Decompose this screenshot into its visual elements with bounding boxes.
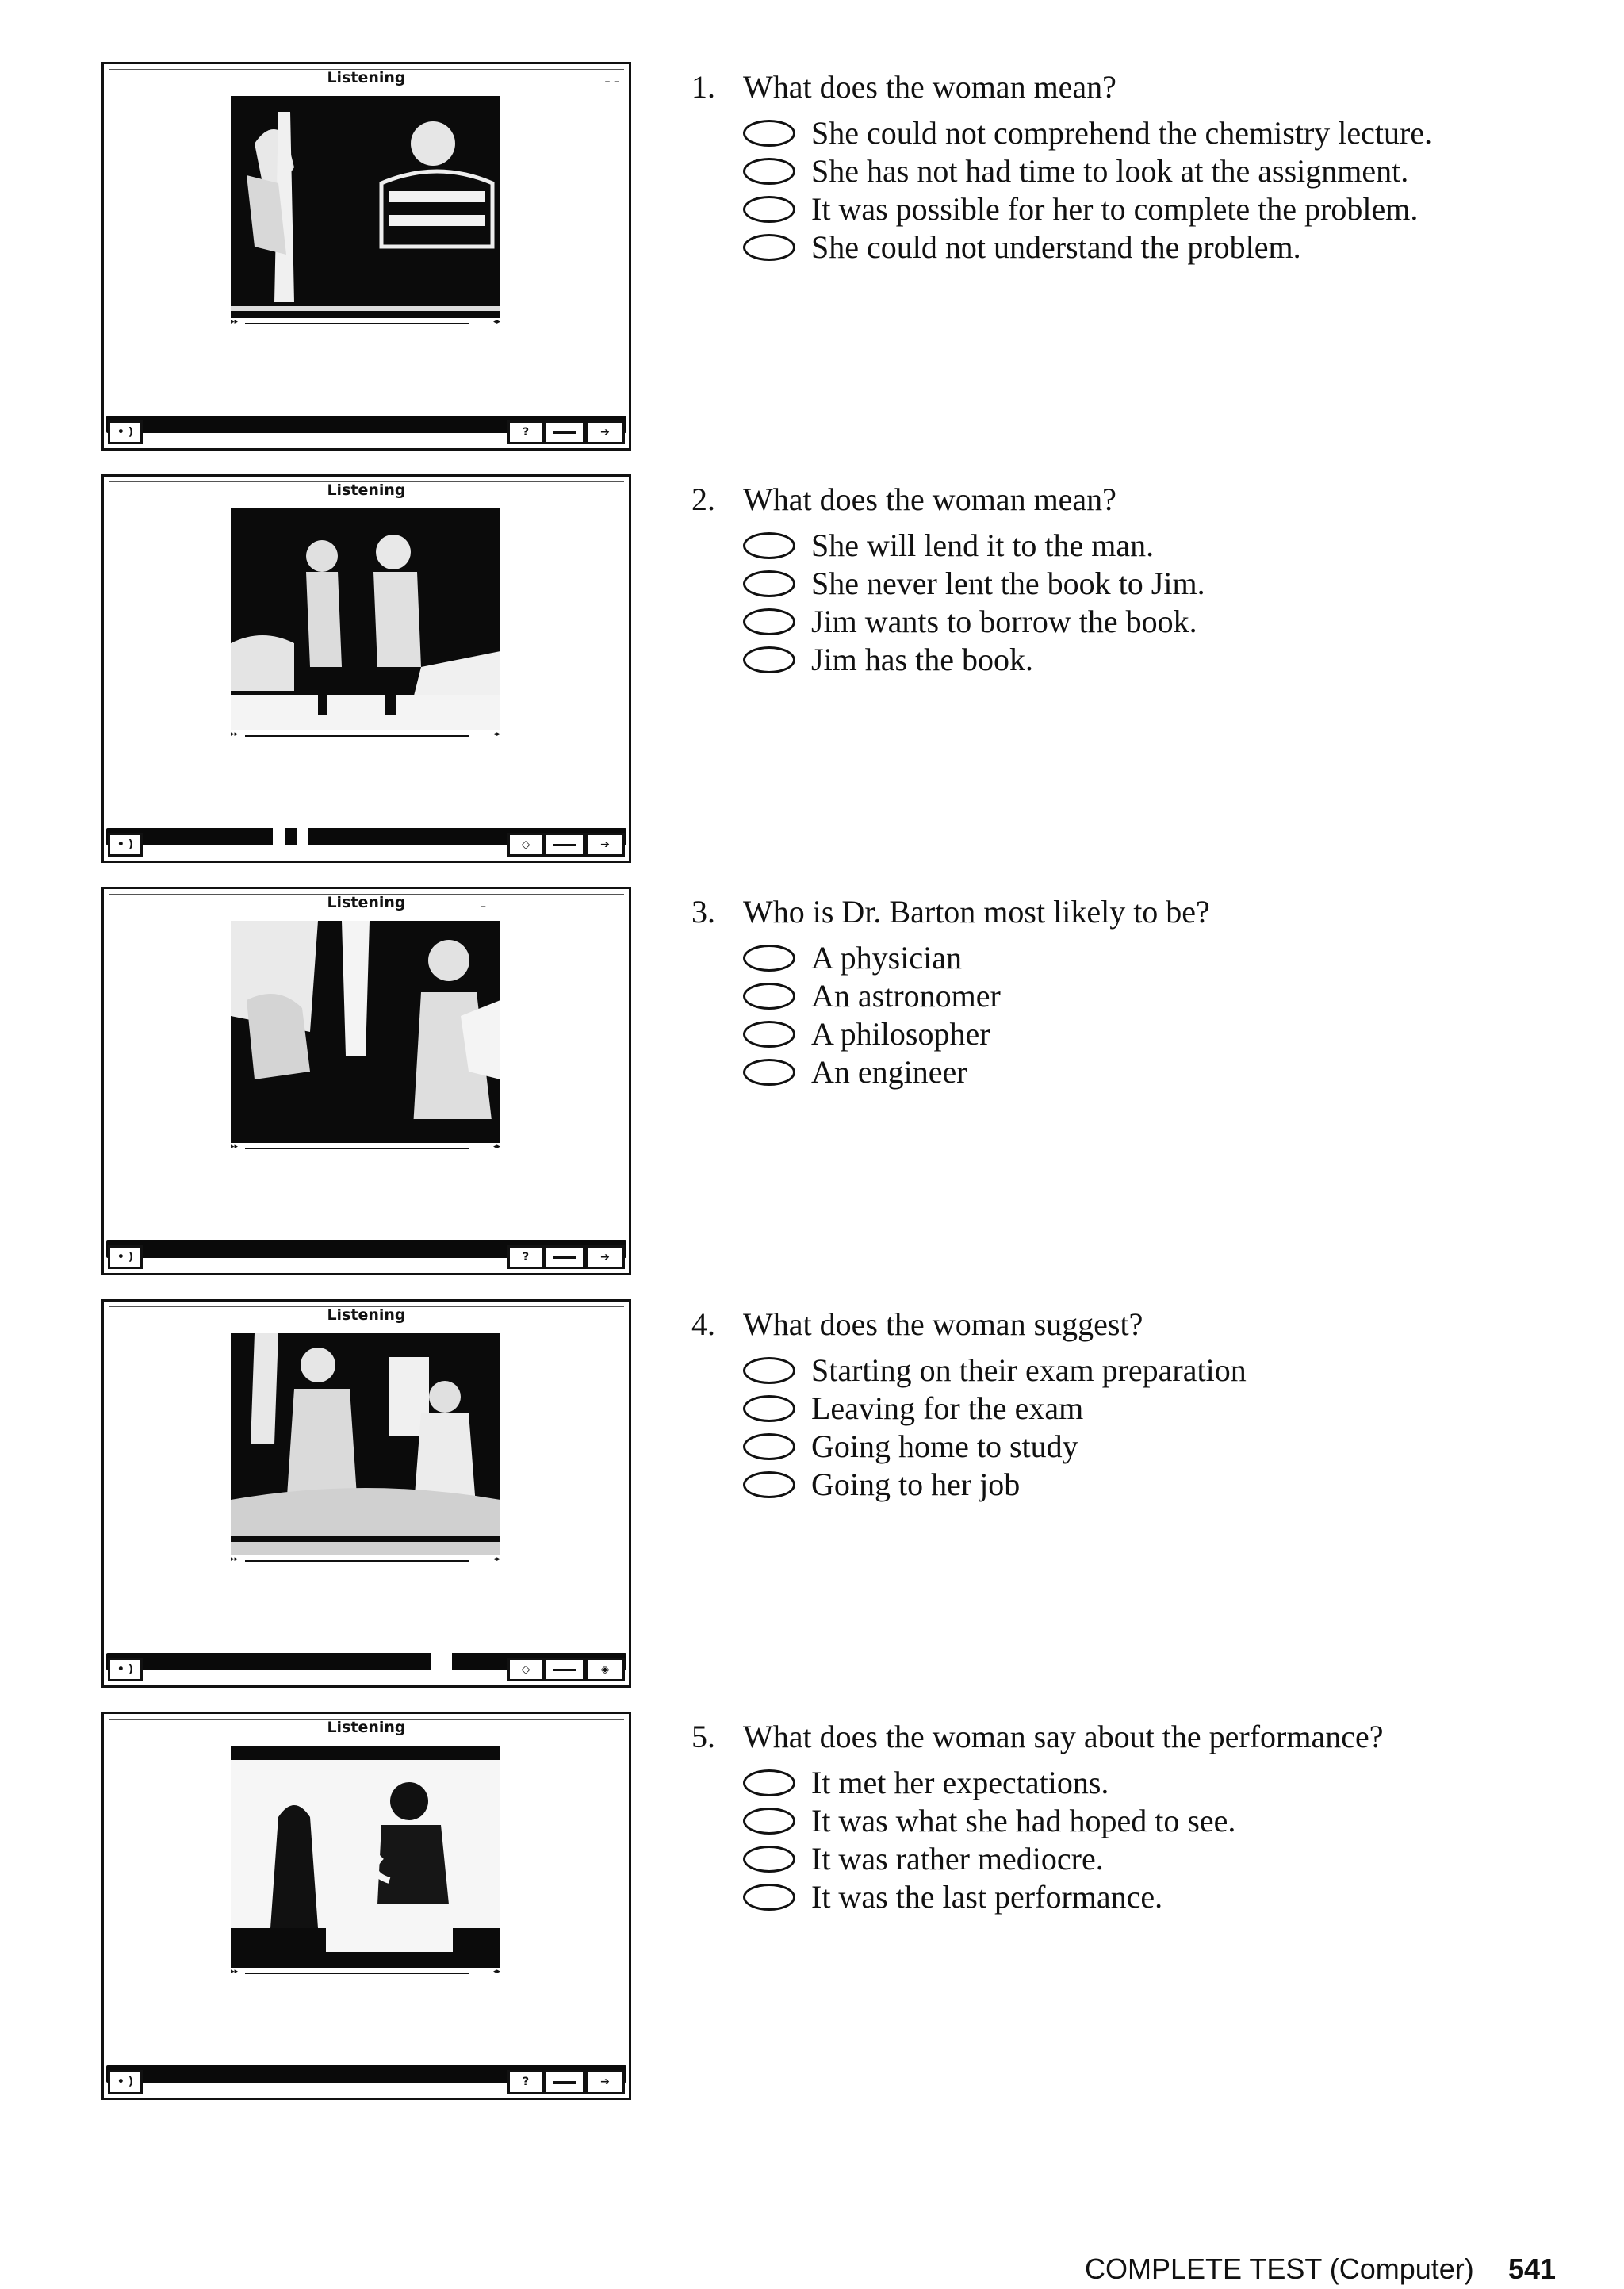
- radio-oval[interactable]: [743, 196, 795, 223]
- question-prompt: What does the woman say about the performance?: [743, 1719, 1384, 1754]
- question-prompt: What does the woman mean?: [743, 69, 1116, 105]
- listening-screen-2: [102, 474, 631, 863]
- question-row-5: [0, 1712, 1624, 2100]
- question-number: 4.: [691, 1306, 715, 1342]
- question-4: [691, 1306, 1580, 1504]
- radio-oval[interactable]: [743, 1395, 795, 1422]
- toolbar: [106, 411, 626, 446]
- video-frame: [231, 508, 500, 730]
- radio-oval[interactable]: [743, 1357, 795, 1384]
- radio-oval[interactable]: [743, 158, 795, 185]
- answer-option[interactable]: She could not comprehend the chemistry lecture.: [743, 114, 1580, 152]
- radio-oval[interactable]: [743, 120, 795, 147]
- confirm-button[interactable]: [544, 1245, 585, 1269]
- listening-screen-3: Listening – ▸▸ ◂▸ • ) ? ➔: [102, 887, 631, 1275]
- answer-option[interactable]: She will lend it to the man.: [743, 527, 1580, 565]
- answer-option[interactable]: Jim has the book.: [743, 641, 1580, 679]
- forward-button[interactable]: ➔: [585, 1245, 625, 1269]
- radio-oval[interactable]: [743, 1808, 795, 1835]
- question-row-2: [0, 474, 1624, 863]
- question-row-3: [0, 887, 1624, 1275]
- radio-oval[interactable]: [743, 532, 795, 559]
- radio-oval[interactable]: [743, 646, 795, 673]
- video-scene: [231, 96, 500, 318]
- question-row-4: [0, 1299, 1624, 1688]
- question-number: 3.: [691, 894, 715, 930]
- question-number: 1.: [691, 69, 715, 105]
- video-frame: [231, 1746, 500, 1968]
- answer-options: [743, 1764, 1580, 1916]
- radio-oval[interactable]: [743, 1021, 795, 1048]
- video-progress: ▸▸ ◂▸: [231, 1555, 500, 1563]
- forward-button[interactable]: ◈: [585, 1658, 625, 1681]
- footer-title: COMPLETE TEST (Computer): [1085, 2253, 1474, 2285]
- answer-option[interactable]: A physician: [743, 939, 1580, 977]
- question-prompt: What does the woman mean?: [743, 481, 1116, 517]
- video-frame: [231, 921, 500, 1143]
- question-3: [691, 893, 1580, 1091]
- volume-button[interactable]: • ): [108, 420, 143, 444]
- video-scene: [231, 508, 500, 730]
- answer-option[interactable]: It was what she had hoped to see.: [743, 1802, 1580, 1840]
- radio-oval[interactable]: [743, 945, 795, 972]
- forward-button[interactable]: ➔: [585, 420, 625, 444]
- answer-option[interactable]: It met her expectations.: [743, 1764, 1580, 1802]
- answer-option[interactable]: Starting on their exam preparation: [743, 1352, 1580, 1390]
- question-number: 2.: [691, 481, 715, 517]
- question-row-1: [0, 62, 1624, 451]
- video-progress: ▸▸ ◂▸: [231, 318, 500, 326]
- forward-button[interactable]: ➔: [585, 2070, 625, 2094]
- question-1: [691, 68, 1580, 266]
- answer-option[interactable]: She could not understand the problem.: [743, 228, 1580, 266]
- answer-option[interactable]: An engineer: [743, 1053, 1580, 1091]
- volume-button[interactable]: • ): [108, 2070, 143, 2094]
- radio-oval[interactable]: [743, 570, 795, 597]
- answer-option[interactable]: It was possible for her to complete the problem.: [743, 190, 1580, 228]
- question-number: 5.: [691, 1719, 715, 1754]
- volume-button[interactable]: • ): [108, 833, 143, 857]
- confirm-button[interactable]: [544, 1658, 585, 1681]
- toolbar: [106, 1648, 626, 1683]
- toolbar: [106, 1236, 626, 1271]
- answer-option[interactable]: It was rather mediocre.: [743, 1840, 1580, 1878]
- video-progress: ▸▸ ◂▸: [231, 730, 500, 738]
- next-button[interactable]: ?: [508, 420, 544, 444]
- radio-oval[interactable]: [743, 1471, 795, 1498]
- answer-option[interactable]: It was the last performance.: [743, 1878, 1580, 1916]
- video-scene: [231, 1746, 500, 1968]
- next-button[interactable]: ◇: [508, 1658, 544, 1681]
- radio-oval[interactable]: [743, 234, 795, 261]
- volume-button[interactable]: • ): [108, 1658, 143, 1681]
- answer-option[interactable]: An astronomer: [743, 977, 1580, 1015]
- answer-option[interactable]: Going to her job: [743, 1466, 1580, 1504]
- next-button[interactable]: ?: [508, 1245, 544, 1269]
- screen-title: Listening: [327, 894, 406, 911]
- video-scene: [231, 921, 500, 1143]
- answer-option[interactable]: A philosopher: [743, 1015, 1580, 1053]
- toolbar: [106, 2061, 626, 2095]
- video-progress: ▸▸ ◂▸: [231, 1143, 500, 1151]
- answer-option[interactable]: She never lent the book to Jim.: [743, 565, 1580, 603]
- radio-oval[interactable]: [743, 1769, 795, 1796]
- answer-option[interactable]: Leaving for the exam: [743, 1390, 1580, 1428]
- answer-options: [743, 114, 1580, 266]
- screen-title: Listening: [327, 1306, 406, 1324]
- video-frame: [231, 96, 500, 318]
- video-scene: [231, 1333, 500, 1555]
- listening-screen-4: [102, 1299, 631, 1688]
- toolbar: [106, 823, 626, 858]
- radio-oval[interactable]: [743, 983, 795, 1010]
- screen-title: Listening: [327, 69, 406, 86]
- answer-option[interactable]: Jim wants to borrow the book.: [743, 603, 1580, 641]
- question-2: [691, 481, 1580, 679]
- forward-button[interactable]: ➔: [585, 833, 625, 857]
- radio-oval[interactable]: [743, 1059, 795, 1086]
- question-prompt: What does the woman suggest?: [743, 1306, 1143, 1342]
- listening-screen-1: Listening – – ▸▸ ◂▸ • ) ? ➔: [102, 62, 631, 451]
- answer-options: [743, 1352, 1580, 1504]
- video-progress: ▸▸ ◂▸: [231, 1968, 500, 1976]
- question-prompt: Who is Dr. Barton most likely to be?: [743, 894, 1210, 930]
- video-frame: [231, 1333, 500, 1555]
- volume-button[interactable]: • ): [108, 1245, 143, 1269]
- answer-option[interactable]: She has not had time to look at the assignment.: [743, 152, 1580, 190]
- confirm-button[interactable]: [544, 420, 585, 444]
- answer-option[interactable]: Going home to study: [743, 1428, 1580, 1466]
- screen-title: Listening: [327, 1719, 406, 1736]
- next-button[interactable]: ?: [508, 2070, 544, 2094]
- confirm-button[interactable]: [544, 833, 585, 857]
- question-5: [691, 1718, 1580, 1916]
- page-number: 541: [1508, 2253, 1557, 2285]
- radio-oval[interactable]: [743, 1846, 795, 1873]
- answer-options: [743, 527, 1580, 679]
- listening-screen-5: [102, 1712, 631, 2100]
- confirm-button[interactable]: [544, 2070, 585, 2094]
- answer-options: [743, 939, 1580, 1091]
- next-button[interactable]: ◇: [508, 833, 544, 857]
- radio-oval[interactable]: [743, 608, 795, 635]
- radio-oval[interactable]: [743, 1433, 795, 1460]
- screen-title: Listening: [327, 481, 406, 499]
- radio-oval[interactable]: [743, 1884, 795, 1911]
